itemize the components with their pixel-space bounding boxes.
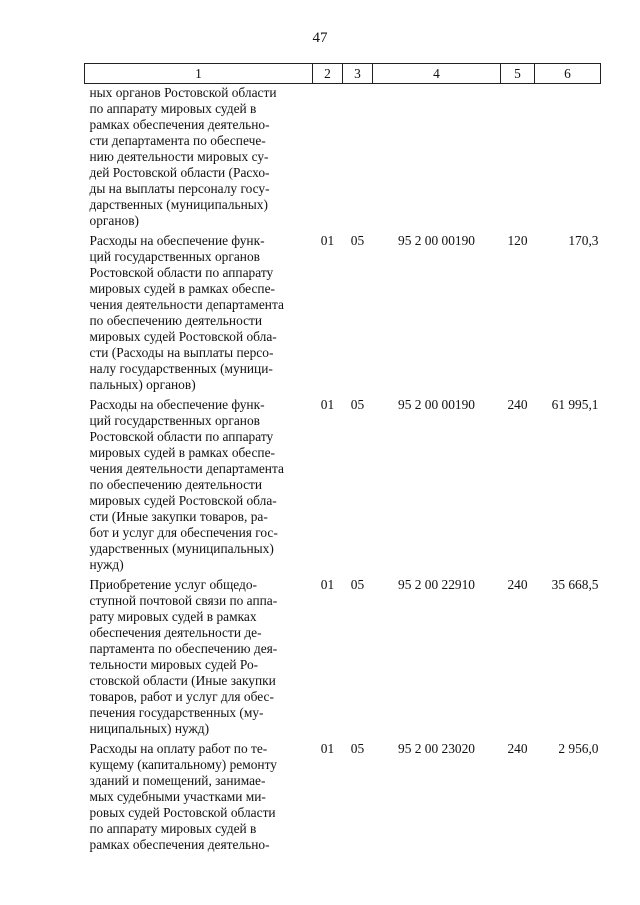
expense-type-code: 120 [507,233,528,248]
budget-table [84,63,601,857]
description-line: Расходы на обеспечение функ- [89,233,265,248]
table-body [85,84,601,858]
description-line: ций государственных органов [89,249,260,264]
section-code: 01 [320,741,335,756]
amount-value: 170,3 [568,233,599,248]
target-article-code: 95 2 00 23020 [398,741,475,756]
description-line: мировых судей в рамках обеспе- [89,281,275,296]
description-line: по аппарату мировых судей в [89,821,257,836]
expense-type-code: 240 [507,397,528,412]
expense-type-code: 240 [507,577,528,592]
column-header: 6 [535,64,601,84]
description-line: ударственных (муниципальных) [89,541,274,556]
description-line: Ростовской области по аппарату [89,429,274,444]
description-line: пальных) органов) [89,377,196,392]
description-line: ступной почтовой связи по аппа- [89,593,278,608]
description-line: по обеспечению деятельности [89,313,263,328]
description-line: Приобретение услуг общедо- [89,577,258,592]
description-line: рамках обеспечения деятельно- [89,117,270,132]
subsection-code: 05 [350,233,365,248]
amount-value: 61 995,1 [551,397,599,412]
table-row [85,741,601,857]
column-header: 1 [85,64,313,84]
subsection-code: 05 [350,577,365,592]
description-line: мировых судей Ростовской обла- [89,329,277,344]
subsection-code: 05 [350,741,365,756]
table-header [85,64,601,84]
description-line: дарственных (муниципальных) [89,197,268,212]
table-row [85,84,601,234]
description-line: рату мировых судей в рамках [89,609,257,624]
expense-description [85,233,313,397]
description-line: мировых судей Ростовской обла- [89,493,277,508]
description-line: чения деятельности департамента [89,461,284,476]
description-line: стовской области (Иные закупки [89,673,276,688]
description-line: Ростовской области по аппарату [89,265,274,280]
section-code: 01 [320,233,335,248]
description-line: по обеспечению деятельности [89,477,263,492]
target-article-code [373,84,501,234]
description-line: дей Ростовской области (Расхо- [89,165,270,180]
expense-description [85,577,313,741]
target-article-code: 95 2 00 22910 [398,577,475,592]
description-line: тельности мировых судей Ро- [89,657,259,672]
table-row [85,577,601,741]
target-article-code: 95 2 00 00190 [398,233,475,248]
target-article-code: 95 2 00 00190 [398,397,475,412]
description-line: ниципальных) нужд) [89,721,210,736]
description-line: обеспечения деятельности де- [89,625,262,640]
column-header: 4 [373,64,501,84]
expense-description [85,397,313,577]
amount-value: 35 668,5 [551,577,599,592]
subsection-code: 05 [350,397,365,412]
column-header: 5 [501,64,535,84]
description-line: ных органов Ростовской области [89,85,277,100]
table-row [85,233,601,397]
description-line: мировых судей в рамках обеспе- [89,445,275,460]
column-header: 2 [313,64,343,84]
amount-value: 2 956,0 [558,741,599,756]
section-code: 01 [320,397,335,412]
description-line: мых судебными участками ми- [89,789,266,804]
description-line: сти (Расходы на выплаты персо- [89,345,274,360]
description-line: рамках обеспечения деятельно- [89,837,270,852]
description-line: ды на выплаты персоналу госу- [89,181,270,196]
subsection-code [343,84,373,234]
description-line: чения деятельности департамента [89,297,284,312]
table-row [85,397,601,577]
description-line: Расходы на обеспечение функ- [89,397,265,412]
section-code [313,84,343,234]
description-line: по аппарату мировых судей в [89,101,257,116]
expense-description [85,741,313,857]
description-line: печения государственных (му- [89,705,264,720]
description-line: товаров, работ и услуг для обес- [89,689,274,704]
description-line: партамента по обеспечению дея- [89,641,278,656]
description-line: органов) [89,213,139,228]
description-line: налу государственных (муници- [89,361,273,376]
column-header: 3 [343,64,373,84]
description-line: сти (Иные закупки товаров, ра- [89,509,268,524]
description-line: нужд) [89,557,124,572]
description-line: сти департамента по обеспече- [89,133,266,148]
expense-type-code: 240 [507,741,528,756]
description-line: кущему (капитальному) ремонту [89,757,277,772]
expense-description [85,84,313,234]
description-line: бот и услуг для обеспечения гос- [89,525,278,540]
description-line: зданий и помещений, занимае- [89,773,266,788]
expense-type-code [501,84,535,234]
description-line: нию деятельности мировых су- [89,149,269,164]
amount-value [535,84,601,234]
description-line: ровых судей Ростовской области [89,805,276,820]
section-code: 01 [320,577,335,592]
description-line: ций государственных органов [89,413,260,428]
page-number: 47 [312,30,328,46]
description-line: Расходы на оплату работ по те- [89,741,268,756]
